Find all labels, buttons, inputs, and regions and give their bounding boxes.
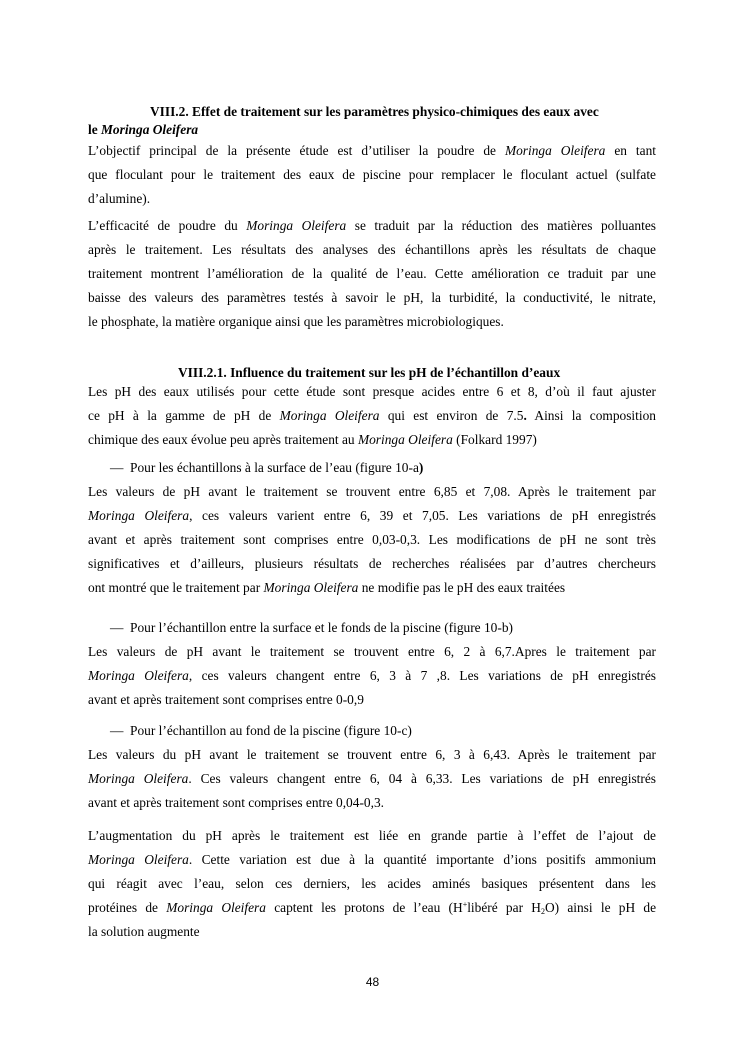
bullet-c-line-1: Les valeurs du pH avant le traitement se trouvent entre 6, 3 à 6,43. Après le traitement par: [88, 747, 656, 762]
bullet-b-line-3: avant et après traitement sont comprises entre 0-0,9: [88, 692, 364, 707]
conclusion-line-5: la solution augmente: [88, 924, 200, 939]
efficacy-line-3: traitement montrent l’amélioration de la qualité de l’eau. Cette amélioration ce traduit par une: [88, 266, 656, 281]
bullet-a-label: — Pour les échantillons à la surface de l’eau (figure 10-a): [88, 456, 656, 480]
bullet-a-line-5: ont montré que le traitement par Moringa Oleifera ne modifie pas le pH des eaux traitées: [88, 580, 566, 595]
subsection-heading-text: VIII.2.1. Influence du traitement sur les pH de l’échantillon d’eaux: [178, 365, 561, 380]
bullet-a-line-4: significatives et d’ailleurs, plusieurs résultats de recherches réalisées par d’autres chercheurs: [88, 556, 656, 571]
bullet-c-line-3: avant et après traitement sont comprises entre 0,04-0,3.: [88, 795, 384, 810]
efficacy-line-1: L’efficacité de poudre du Moringa Oleifera se traduit par la réduction des matières polluantes: [88, 218, 656, 233]
dash-icon: —: [110, 460, 124, 475]
conclusion-line-1: L’augmentation du pH après le traitement est liée en grande partie à l’effet de l’ajout de: [88, 828, 656, 843]
bullet-c-label: — Pour l’échantillon au fond de la piscine (figure 10-c): [88, 719, 656, 743]
conclusion-line-3: qui réagit avec l’eau, selon ces derniers, les acides aminés basiques présentent dans les: [88, 876, 656, 891]
dash-icon: —: [110, 723, 124, 738]
ph-intro-paragraph: [88, 380, 656, 452]
bullet-b-label: — Pour l’échantillon entre la surface et le fonds de la piscine (figure 10-b): [88, 616, 656, 640]
ph-intro-line-3: chimique des eaux évolue peu après traitement au Moringa Oleifera (Folkard 1997): [88, 432, 537, 447]
section-heading: [88, 103, 656, 139]
efficacy-line-5: le phosphate, la matière organique ainsi que les paramètres microbiologiques.: [88, 314, 504, 329]
efficacy-line-4: baisse des valeurs des paramètres testés à savoir le pH, la turbidité, la conductivité, le nitrate,: [88, 290, 656, 305]
bullet-c-section: [88, 719, 656, 815]
bullet-b-line-1: Les valeurs de pH avant le traitement se trouvent entre 6, 2 à 6,7.Apres le traitement par: [88, 644, 656, 659]
intro-paragraph: [88, 139, 656, 211]
intro-line-3: d’alumine).: [88, 191, 151, 206]
conclusion-paragraph: [88, 824, 656, 944]
intro-line-2: que floculant pour le traitement des eaux de piscine pour remplacer le floculant actuel (sulfate: [88, 167, 656, 182]
intro-line-1: L’objectif principal de la présente étude est d’utiliser la poudre de Moringa Oleifera en tant: [88, 143, 657, 158]
bullet-a-line-2: Moringa Oleifera, ces valeurs varient entre 6, 39 et 7,05. Les variations de pH enregistrés: [88, 508, 656, 523]
bullet-a-line-1: Les valeurs de pH avant le traitement se trouvent entre 6,85 et 7,08. Après le traitement par: [88, 484, 656, 499]
efficacy-line-2: après le traitement. Les résultats des analyses des échantillons après les résultats de chaque: [88, 242, 656, 257]
bullet-a-section: [88, 460, 656, 600]
section-heading-line1: VIII.2. Effet de traitement sur les paramètres physico-chimiques des eaux avec: [150, 104, 599, 119]
conclusion-line-4: protéines de Moringa Oleifera captent les protons de l’eau (H+libéré par $H_2O$) ainsi le pH de: [88, 900, 657, 916]
bullet-c-line-2: Moringa Oleifera. Ces valeurs changent entre 6, 04 à 6,33. Les variations de pH enregistrés: [88, 771, 656, 786]
bullet-a-line-3: avant et après traitement sont comprises entre 0,03-0,3. Les modifications de pH ne sont très: [88, 532, 656, 547]
bullet-b-line-2: Moringa Oleifera, ces valeurs changent entre 6, 3 à 7 ,8. Les variations de pH enregistrés: [88, 668, 656, 683]
ph-intro-line-2: ce pH à la gamme de pH de Moringa Oleifera qui est environ de 7.5. Ainsi la composition: [88, 408, 656, 423]
ph-intro-line-1: Les pH des eaux utilisés pour cette étude sont presque acides entre 6 et 8, d’où il faut ajuster: [88, 384, 656, 399]
conclusion-line-2: Moringa Oleifera. Cette variation est due à la quantité importante d’ions positifs ammonium: [88, 852, 657, 867]
dash-icon: —: [110, 620, 124, 635]
section-heading-line2: le Moringa Oleifera: [88, 122, 199, 137]
page-number: 48: [365, 975, 380, 989]
bullet-b-section: [88, 616, 656, 712]
efficacy-paragraph: [88, 214, 656, 334]
